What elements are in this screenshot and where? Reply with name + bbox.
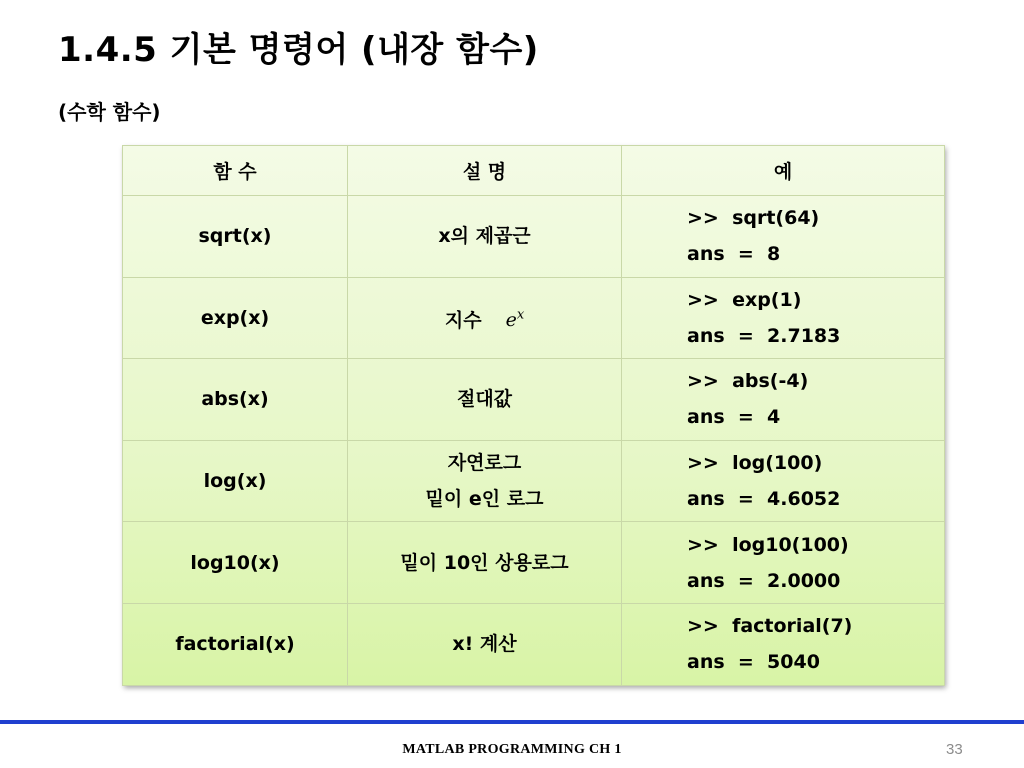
table-row [123, 196, 945, 278]
description-cell [348, 359, 622, 441]
example-command: >> log10(100) [687, 533, 849, 556]
description-text: 자연로그 [447, 452, 522, 475]
table-row [123, 440, 945, 522]
description-text: 밑이 e인 로그 [425, 488, 544, 511]
description-cell [348, 440, 622, 522]
example-result: ans = 2.7183 [687, 324, 841, 347]
description-text: 절대값 [456, 388, 513, 411]
example-cell [622, 277, 945, 359]
footer-title: MATLAB PROGRAMMING CH 1 [402, 742, 622, 757]
function-cell: factorial(x) [123, 603, 348, 685]
table-header-row [123, 146, 945, 196]
example-cell [622, 603, 945, 685]
header-example: 예 [622, 146, 945, 196]
header-function: 함 수 [123, 146, 348, 196]
function-cell: sqrt(x) [123, 196, 348, 278]
page-number: 33 [946, 741, 963, 758]
example-result: ans = 4 [687, 406, 781, 429]
example-result: ans = 8 [687, 243, 781, 266]
example-cell [622, 359, 945, 441]
function-cell: abs(x) [123, 359, 348, 441]
footer-divider [0, 720, 1024, 724]
description-text [348, 298, 621, 338]
description-cell [348, 277, 622, 359]
example-cell [622, 522, 945, 604]
slide-title: 1.4.5 기본 명령어 (내장 함수) [58, 30, 539, 70]
description-text: x! 계산 [452, 633, 517, 656]
description-text: x의 제곱근 [438, 225, 531, 248]
function-cell: exp(x) [123, 277, 348, 359]
function-cell: log(x) [123, 440, 348, 522]
table-row [123, 603, 945, 685]
example-cell [622, 440, 945, 522]
exponent-formula: $e^x$ [505, 307, 525, 332]
description-cell [348, 522, 622, 604]
math-functions-table [122, 145, 944, 685]
example-command: >> sqrt(64) [687, 207, 820, 230]
example-command: >> factorial(7) [687, 615, 853, 638]
description-cell [348, 603, 622, 685]
table-row [123, 522, 945, 604]
slide-subtitle: (수학 함수) [58, 100, 161, 124]
header-description: 설 명 [348, 146, 622, 196]
example-command: >> log(100) [687, 452, 823, 475]
example-cell [622, 196, 945, 278]
example-result: ans = 2.0000 [687, 569, 841, 592]
description-text: 밑이 10인 상용로그 [400, 551, 569, 574]
example-result: ans = 4.6052 [687, 488, 841, 511]
description-label: 지수 [444, 309, 482, 332]
example-command: >> exp(1) [687, 288, 802, 311]
example-result: ans = 5040 [687, 651, 820, 674]
table-row [123, 359, 945, 441]
function-cell: log10(x) [123, 522, 348, 604]
description-cell [348, 196, 622, 278]
table-row [123, 277, 945, 359]
example-command: >> abs(-4) [687, 370, 809, 393]
